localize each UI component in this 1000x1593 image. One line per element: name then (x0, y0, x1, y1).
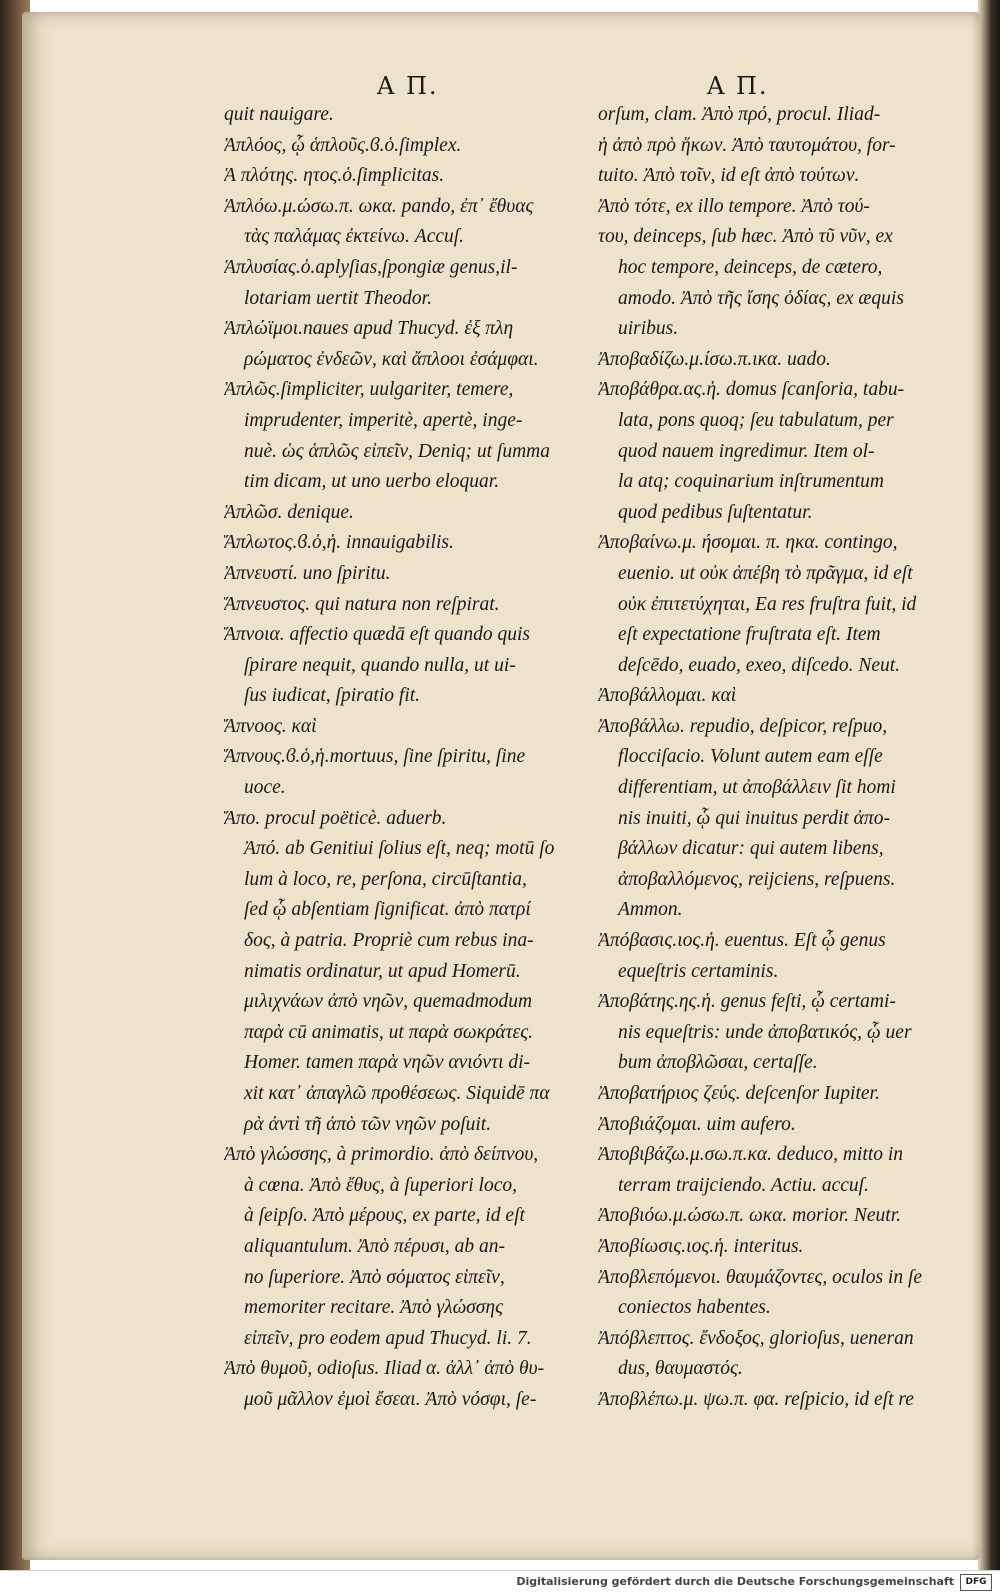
right-column-line: Ammon. (618, 899, 683, 921)
left-column-line: Ἄπνοια. affectio quædā eſt quando quis (224, 624, 530, 646)
left-column-line: τὰς παλάμας ἐκτείνω. Accuſ. (244, 226, 465, 248)
left-column-line: παρὰ cū animatis, ut παρὰ σωκράτες. (244, 1021, 533, 1043)
right-column-line: βάλλων dicatur: qui autem libens, (618, 838, 884, 860)
left-column-line: ſpirare nequit, quando nulla, ut ui- (244, 654, 516, 676)
right-column-line: nis inuiti, ᾧ qui inuitus perdit ἀπο- (618, 807, 890, 829)
left-column-line: Ἁπλῶσ. denique. (224, 501, 354, 523)
right-column-line: Ἀποβατήριος ζεύς. deſcenſor Iupiter. (598, 1083, 880, 1104)
left-column-line: Ἀπνευστί. uno ſpiritu. (224, 562, 391, 584)
right-column-line: lata, pons quoq; ſeu tabulatum, per (618, 409, 894, 431)
left-column-line: imprudenter, imperitè, apertè, inge- (244, 409, 523, 431)
running-header-left: A Π. (377, 72, 439, 100)
left-column-line: quit nauigare. (224, 104, 334, 125)
right-column-line: quod nauem ingredimur. Item ol- (618, 440, 875, 462)
left-column-line: ρὰ ἀντὶ τῆ ἀπὸ τῶν νηῶν poſuit. (244, 1113, 492, 1135)
left-column-line: Ἄπνοος. καὶ (224, 715, 317, 737)
right-column-line: οὐκ ἐπιτετύχηται, Ea res fruſtra fuit, id (618, 593, 917, 615)
left-column-line: memoriter recitare. Ἀπὸ γλώσσης (244, 1297, 504, 1319)
right-column-line: euenio. ut οὐκ ἀπέβη τὸ πρᾶγμα, id eſt (618, 562, 913, 584)
right-column (598, 100, 966, 1416)
right-column-line: Ἀπὸ τότε, ex illo tempore. Ἀπὸ τού- (598, 195, 870, 217)
right-column-line: Ἀποβάθρα.ας.ἡ. domus ſcanſoria, tabu- (598, 379, 905, 401)
left-column-line: lotariam uertit Theodor. (244, 287, 432, 309)
right-column-line: Ἀποβιβάζω.μ.σω.π.κα. deduco, mitto in (598, 1144, 904, 1166)
right-column-line: Ἀποβιόω.μ.ώσω.π. ωκα. morior. Neutr. (598, 1205, 902, 1227)
right-column-line: la atq; coquinarium inſtrumentum (618, 471, 884, 493)
right-column-line: ἀποβαλλόμενος, reijciens, reſpuens. (618, 868, 896, 890)
left-column-line: no ſuperiore. Ἀπὸ σόματος εἰπεῖν, (244, 1266, 505, 1288)
right-column-line: deſcēdo, euado, exeo, diſcedo. Neut. (618, 654, 901, 676)
left-column-line: ſed ᾧ abſentiam ſignificat. ἀπὸ πατρί (244, 899, 531, 921)
right-column-line: uiribus. (618, 318, 679, 340)
left-column-line: μοῦ μᾶλλον ἐμοὶ ἔσεαι. Ἀπὸ νόσφι, ſe- (244, 1388, 537, 1410)
right-column-line: Ἀποβαδίζω.μ.ίσω.π.ικα. uado. (598, 348, 831, 370)
left-column-line: Homer. tamen παρὰ νηῶν ανιόντι di- (244, 1052, 531, 1074)
right-column-line: ἡ ἀπὸ πρὸ ἥκων. Ἀπὸ ταυτομάτου, for- (598, 134, 896, 156)
right-column-line: Ἀποβλεπόμενοι. θαυμάζοντες, oculos in ſe (598, 1266, 923, 1288)
left-column-line: εἰπεῖν, pro eodem apud Thucyd. li. 7. (244, 1327, 532, 1349)
right-column-line: amodo. Ἀπὸ τῆς ἴσης ὁδίας, ex æquis (618, 287, 904, 309)
right-column-line: Ἀποβιάζομαι. uim aufero. (598, 1113, 796, 1135)
right-column-line: differentiam, ut ἀποβάλλειν ſit homi (618, 777, 896, 799)
left-column-line: Ἁπλῶς.ſimpliciter, uulgariter, temere, (224, 379, 514, 401)
left-column-line: μιλιχνάων ἀπὸ νηῶν, quemadmodum (244, 991, 533, 1013)
left-column-line: Ἁπλόω.μ.ώσω.π. ωκα. pando, ἐπ᾿ ἔθυας (224, 195, 534, 217)
right-column-line: bum ἀποβλῶσαι, certaſſe. (618, 1052, 818, 1074)
dfg-logo: DFG (960, 1574, 992, 1591)
right-column-line: equeſtris certaminis. (618, 960, 779, 982)
left-column-line: Ἀπὸ γλώσσης, à primordio. ἀπὸ δείπνου, (224, 1144, 539, 1166)
left-column-line: Ἄπλωτος.ϐ.ὁ,ἡ. innauigabilis. (224, 532, 454, 554)
right-column-line: flocciſacio. Volunt autem eam eſſe (618, 746, 883, 768)
right-column-line: tuito. Ἀπὸ τοῖν, id eſt ἀπὸ τούτων. (598, 165, 860, 187)
right-column-line: Ἀποβλέπω.μ. ψω.π. φα. reſpicio, id eſt re (598, 1388, 914, 1410)
left-column-line: Ἀπό. ab Genitiui ſolius eſt, neq; motū ſo (244, 838, 555, 860)
left-column-line: à ſeipſo. Ἀπὸ μέρους, ex parte, id eſt (244, 1205, 525, 1227)
left-column-line: Ἀπὸ θυμοῦ, odioſus. Iliad α. ἀλλ᾿ ἀπὸ θυ- (224, 1358, 545, 1380)
right-column-line: Ἀπόβλεπτος. ἔνδοξος, glorioſus, ueneran (598, 1327, 914, 1349)
right-column-line: dus, θαυμαστός. (618, 1358, 743, 1380)
running-header-right: A Π. (707, 72, 769, 100)
right-column-line: nis equeſtris: unde ἀποβατικός, ᾧ uer (618, 1021, 912, 1043)
left-column (224, 100, 574, 1416)
left-column-line: uoce. (244, 777, 286, 799)
page-edge (978, 0, 1000, 1570)
left-column-line: nimatis ordinatur, ut apud Homerū. (244, 960, 521, 982)
left-column-line: Ἁπλόος, ᾧ ἁπλοῦς.ϐ.ὁ.ſimplex. (224, 134, 462, 156)
right-column-line: Ἀποβίωσις.ιος.ἡ. interitus. (598, 1235, 804, 1257)
right-column-line: Ἀποβάτης.ης.ἡ. genus feſti, ᾧ certami- (598, 991, 896, 1013)
right-column-line: Ἀποβάλλω. repudio, deſpicor, reſpuo, (598, 715, 888, 737)
left-column-line: δος, à patria. Propriè cum rebus ina- (244, 930, 534, 952)
right-column-line: Ἀπόβασις.ιος.ἡ. euentus. Eſt ᾧ genus (598, 930, 886, 952)
left-column-line: Ἄπνευστος. qui natura non reſpirat. (224, 593, 500, 615)
footer-bar (0, 1570, 1000, 1593)
right-column-line: terram traijciendo. Actiu. accuſ. (618, 1174, 869, 1196)
left-column-line: aliquantulum. Ἀπὸ πέρυσι, ab an- (244, 1235, 505, 1257)
left-column-line: Ἄπνους.ϐ.ὁ,ἡ.mortuus, ſine ſpiritu, ſine (224, 746, 526, 768)
right-column-line: Ἀποβαίνω.μ. ήσομαι. π. ηκα. contingo, (598, 532, 898, 554)
left-column-line: Ἁπλώϊμοι.naues apud Thucyd. ἐξ πλη (224, 318, 514, 340)
right-column-line: quod pedibus ſuſtentatur. (618, 501, 813, 523)
left-column-line: à cœna. Ἀπὸ ἔθυς, à ſuperiori loco, (244, 1174, 517, 1196)
footer-credit: Digitalisierung gefördert durch die Deutsche Forschungsgemeinschaft (516, 1575, 954, 1588)
right-column-line: Ἀποβάλλομαι. καὶ (598, 685, 737, 707)
left-column-line: Ἄπο. procul poëticè. aduerb. (224, 807, 447, 829)
right-column-line: orſum, clam. Ἀπὸ πρό, procul. Iliad- (598, 104, 881, 125)
right-column-line: coniectos habentes. (618, 1297, 771, 1319)
left-column-line: Ἁ πλότης. ητος.ὁ.ſimplicitas. (224, 165, 445, 187)
left-column-line: lum à loco, re, perſona, circūſtantia, (244, 868, 527, 890)
left-column-line: ſus iudicat, ſpiratio fit. (244, 685, 421, 707)
left-column-line: ρώματος ἐνδεῶν, καὶ ἄπλοοι ἐσάμφαι. (244, 348, 539, 370)
book-page (22, 12, 980, 1560)
right-column-line: eſt expectatione fruſtrata eſt. Item (618, 624, 881, 646)
left-column-line: Ἁπλυσίας.ὁ.aplyſias,ſpongiæ genus,il- (224, 256, 518, 278)
right-column-line: του, deinceps, ſub hæc. Ἀπὸ τῦ νῦν, ex (598, 226, 893, 248)
left-column-line: tim dicam, ut uno uerbo eloquar. (244, 471, 500, 493)
left-column-line: nuè. ὡς ἁπλῶς εἰπεῖν, Deniq; ut ſumma (244, 440, 550, 462)
left-column-line: xit κατ᾿ ἀπαγλῶ προθέσεως. Siquidē πα (244, 1083, 550, 1104)
right-column-line: hoc tempore, deinceps, de cætero, (618, 256, 883, 278)
